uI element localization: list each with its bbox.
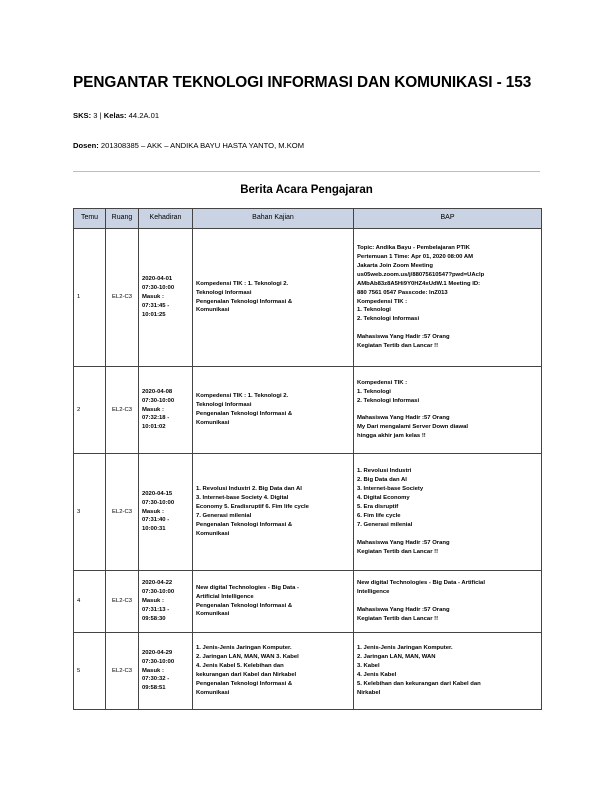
meeting-number: 3 xyxy=(74,454,106,571)
header-ruang: Ruang xyxy=(106,209,139,229)
attendance-cell: 2020-04-22 07:30-10:00 Masuk : 07:31:13 - 09:58:30 xyxy=(139,571,193,633)
topic-cell: Kompedensi TIK : 1. Teknologi 2. Teknologi Informasi Pengenalan Teknologi Informasi & Komunikasi xyxy=(193,229,354,367)
meeting-number: 2 xyxy=(74,367,106,454)
bap-cell: Topic: Andika Bayu - Pembelajaran PTIK Pertemuan 1 Time: Apr 01, 2020 08:00 AM Jakarta Join Zoom Meeting us05web.zoom.us/j/88075610547?pwd=UAclp AMbAb83z8A5Hi9Y0HZ4xUdW.1 Meeting ID: 880 7561 0547 Passcode: lnZ013 Kompedensi TIK : 1. Teknologi 2. Teknologi Informasi Mahasiswa Yang Hadir :57 Orang Kegiatan Tertib dan Lancar !! xyxy=(354,229,542,367)
divider xyxy=(73,171,540,172)
kelas-label: Kelas: xyxy=(103,111,127,120)
page-title: PENGANTAR TEKNOLOGI INFORMASI DAN KOMUNIKASI - 153 xyxy=(73,74,532,91)
sks-label: SKS: xyxy=(73,111,92,120)
room-cell: EL2-C3 xyxy=(106,571,139,633)
room-cell: EL2-C3 xyxy=(106,367,139,454)
room-cell: EL2-C3 xyxy=(106,454,139,571)
meeting-number: 4 xyxy=(74,571,106,633)
bap-cell: New digital Technologies - Big Data - Artificial Intelligence Mahasiswa Yang Hadir :57 Orang Kegiatan Tertib dan Lancar !! xyxy=(354,571,542,633)
table-row xyxy=(74,454,542,571)
attendance-cell: 2020-04-15 07:30-10:00 Masuk : 07:31:40 - 10:00:31 xyxy=(139,454,193,571)
meeting-number: 5 xyxy=(74,633,106,710)
topic-cell: New digital Technologies - Big Data - Artificial Intelligence Pengenalan Teknologi Informasi & Komunikasi xyxy=(193,571,354,633)
bap-cell: 1. Jenis-Jenis Jaringan Komputer. 2. Jaringan LAN, MAN, WAN 3. Kabel 4. Jenis Kabel 5. Kelebihan dan kekurangan dari Kabel dan Nirkabel xyxy=(354,633,542,710)
header-temu: Temu xyxy=(74,209,106,229)
table-row xyxy=(74,571,542,633)
separator: | xyxy=(99,111,102,120)
table-row xyxy=(74,229,542,367)
kelas-value: 44.2A.01 xyxy=(128,111,160,120)
attendance-cell: 2020-04-01 07:30-10:00 Masuk : 07:31:45 - 10:01:25 xyxy=(139,229,193,367)
topic-cell: 1. Jenis-Jenis Jaringan Komputer. 2. Jaringan LAN, MAN, WAN 3. Kabel 4. Jenis Kabel 5. Kelebihan dan kekurangan dari Kabel dan Nirkabel Pengenalan Teknologi Informasi & Komunikasi xyxy=(193,633,354,710)
attendance-cell: 2020-04-29 07:30-10:00 Masuk : 07:30:32 - 09:58:51 xyxy=(139,633,193,710)
section-title: Berita Acara Pengajaran xyxy=(240,184,373,196)
table-row xyxy=(74,633,542,710)
course-info-line xyxy=(73,111,159,120)
sks-value: 3 xyxy=(93,111,98,120)
header-bahan-kajian: Bahan Kajian xyxy=(193,209,354,229)
header-bap: BAP xyxy=(354,209,542,229)
dosen-value: 201308385 – AKK – ANDIKA BAYU HASTA YANTO, M.KOM xyxy=(100,141,305,150)
dosen-label: Dosen: xyxy=(73,141,99,150)
topic-cell: 1. Revolusi Industri 2. Big Data dan AI 3. Internet-base Society 4. Digital Economy 5. Eradisruptif 6. Fim life cycle 7. Generasi milenial Pengenalan Teknologi Informasi & Komunikasi xyxy=(193,454,354,571)
teaching-record-table xyxy=(73,208,542,710)
room-cell: EL2-C3 xyxy=(106,633,139,710)
table-row xyxy=(74,367,542,454)
header-kehadiran: Kehadiran xyxy=(139,209,193,229)
attendance-cell: 2020-04-08 07:30-10:00 Masuk : 07:32:18 - 10:01:02 xyxy=(139,367,193,454)
lecturer-line xyxy=(73,141,304,150)
bap-cell: Kompedensi TIK : 1. Teknologi 2. Teknologi Informasi Mahasiswa Yang Hadir :57 Orang My Dari mengalami Server Down diawal hingga akhir jam kelas !! xyxy=(354,367,542,454)
room-cell: EL2-C3 xyxy=(106,229,139,367)
topic-cell: Kompedensi TIK : 1. Teknologi 2. Teknologi Informasi Pengenalan Teknologi Informasi & Komunikasi xyxy=(193,367,354,454)
meeting-number: 1 xyxy=(74,229,106,367)
bap-cell: 1. Revolusi Industri 2. Big Data dan AI 3. Internet-base Society 4. Digital Economy 5. Era disruptif 6. Fim life cycle 7. Generasi milenial Mahasiswa Yang Hadir :57 Orang Kegiatan Tertib dan Lancar !! xyxy=(354,454,542,571)
table-header-row xyxy=(74,209,542,229)
